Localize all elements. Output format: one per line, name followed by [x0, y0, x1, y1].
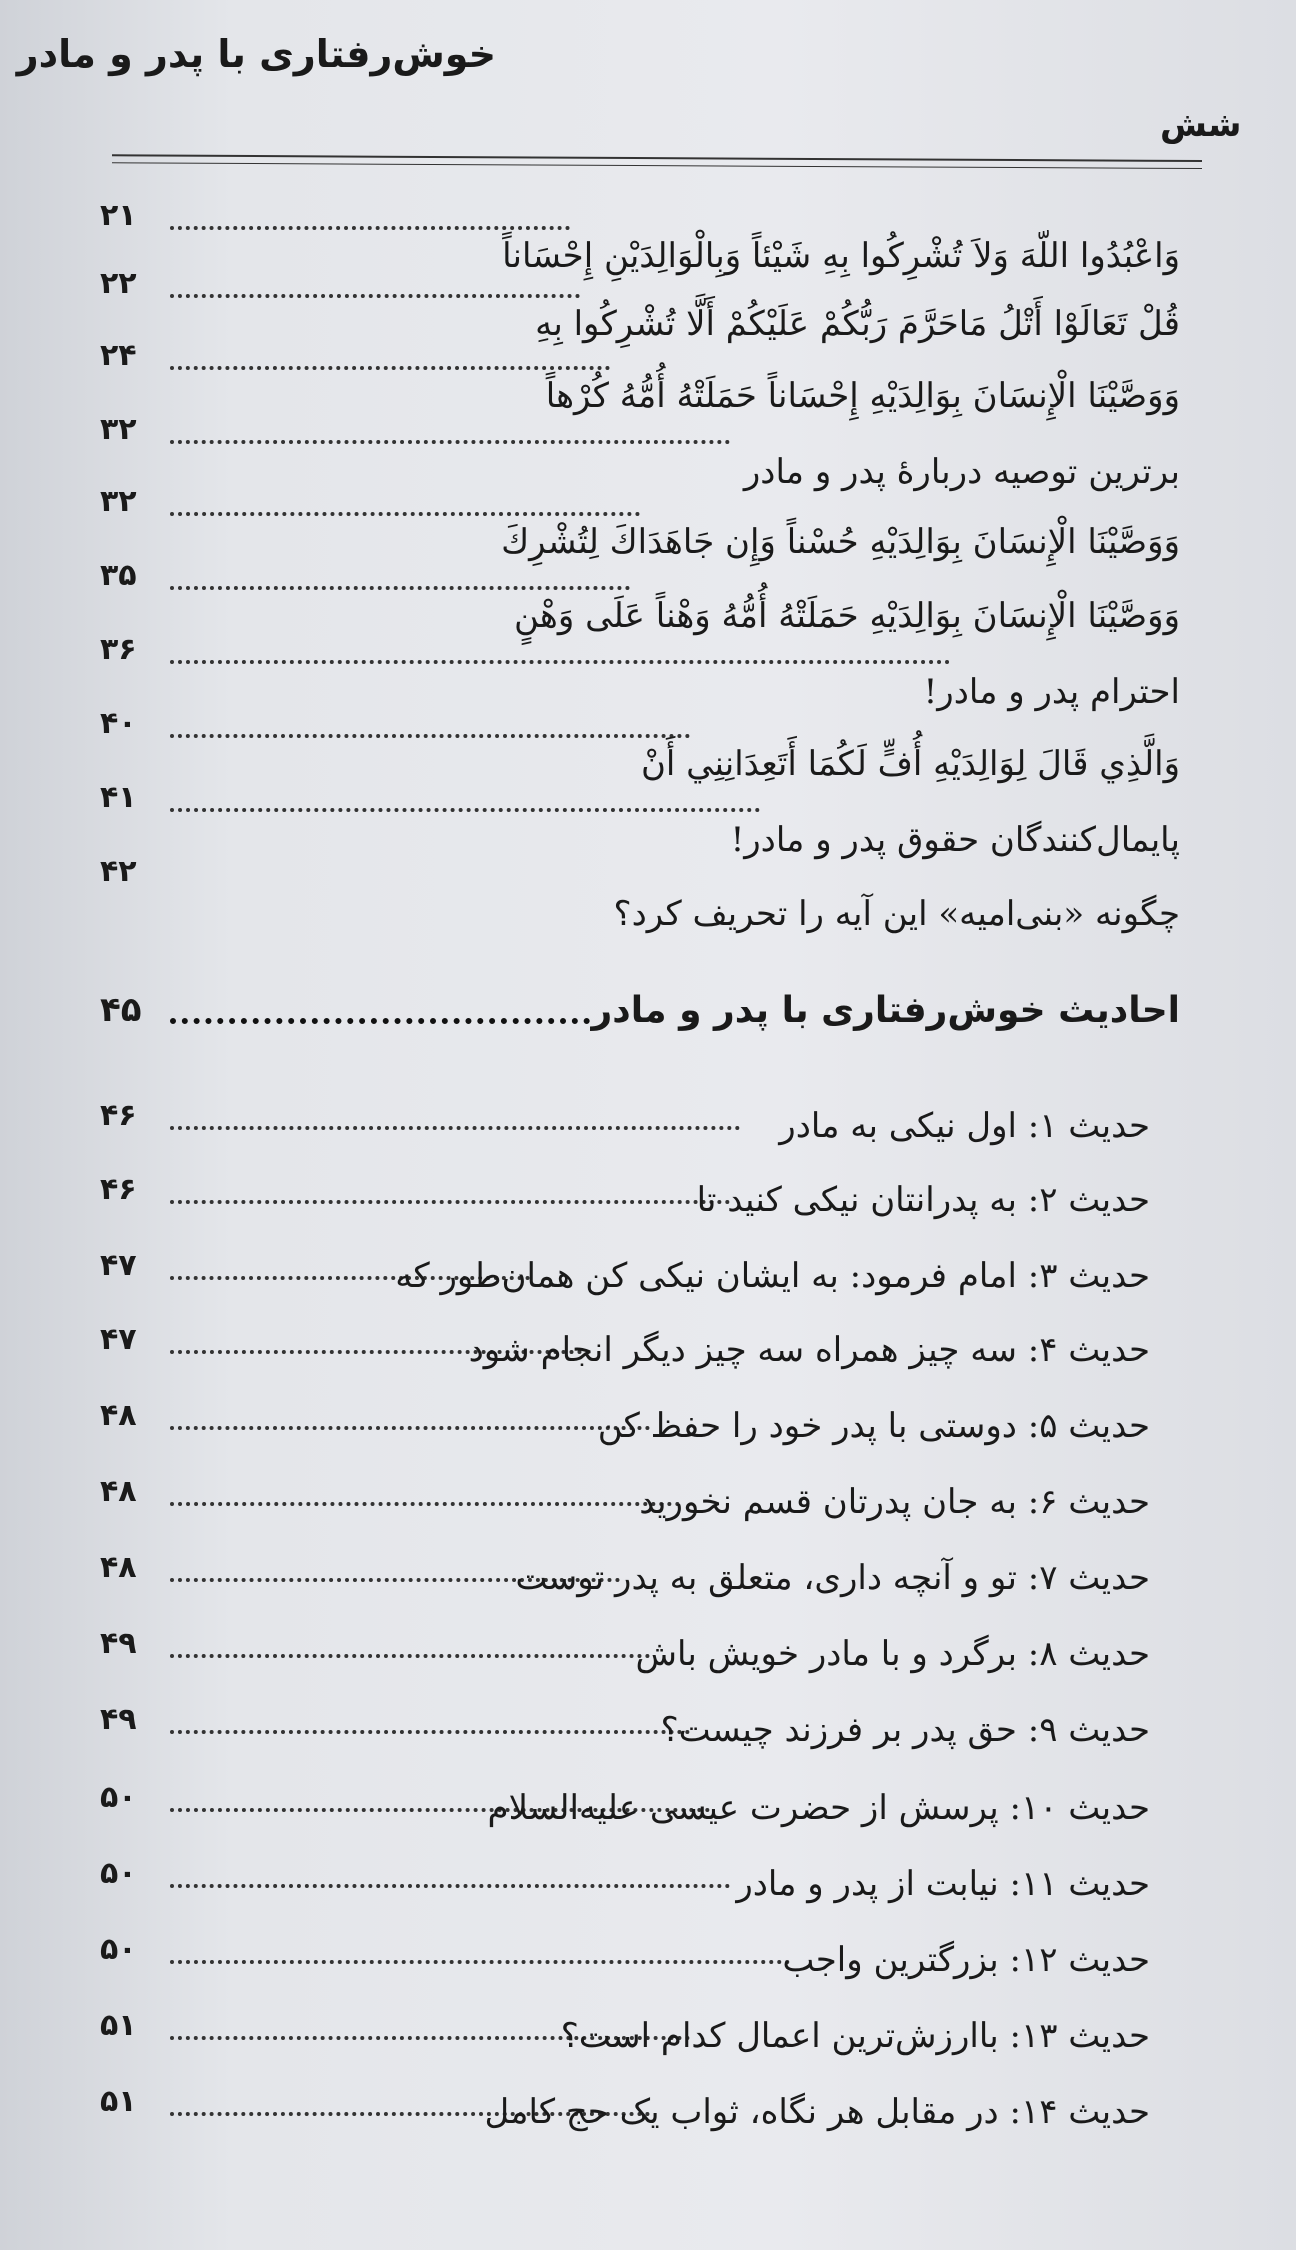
toc-entry-title: حدیث ۱: اول نیکی به مادر [779, 1106, 1150, 1146]
toc-entry-title: حدیث ۱۱: نیابت از پدر و مادر [736, 1864, 1150, 1904]
toc-entry-title: حدیث ۹: حق پدر بر فرزند چیست؟ [660, 1710, 1150, 1750]
toc-entry [100, 2084, 1180, 2144]
toc-page-number: ۵۰ [100, 1932, 137, 1967]
header-rule-thin [112, 162, 1202, 169]
leader-dots [170, 1180, 730, 1204]
toc-entry-title: حدیث ۳: امام فرمود: به ایشان نیکی کن همان‌طور که [395, 1256, 1150, 1296]
toc-page-number: ۴۸ [100, 1398, 137, 1433]
toc-page-number: ۵۰ [100, 1780, 137, 1815]
section-title: احادیث خوش‌رفتاری با پدر و مادر [591, 990, 1180, 1031]
toc-entry-title: حدیث ۴: سه چیز همراه سه چیز دیگر انجام شود [468, 1330, 1150, 1370]
leader-dots [170, 1710, 690, 1734]
toc-entry-title: وَوَصَّيْنَا الْإِنسَانَ بِوَالِدَيْهِ إِحْسَاناً حَمَلَتْهُ أُمُّهُ كُرْهاً [545, 376, 1180, 416]
leader-dots [170, 1482, 680, 1506]
leader-dots [170, 1634, 650, 1658]
toc-page-number: ۴۸ [100, 1474, 137, 1509]
leader-dots [170, 492, 640, 516]
toc-entry [100, 198, 1180, 276]
toc-page-number: ۵۰ [100, 1856, 137, 1891]
toc-entry [100, 1248, 1180, 1308]
leader-dots [170, 206, 570, 230]
toc-entry [100, 780, 1180, 860]
toc-entry [100, 1398, 1180, 1458]
toc-entry [100, 484, 1180, 562]
toc-entry-title: حدیث ۱۲: بزرگترین واجب [782, 1940, 1150, 1980]
toc-entry-title: وَاعْبُدُوا اللّهَ وَلاَ تُشْرِكُوا بِهِ شَيْئاً وَبِالْوَالِدَيْنِ إِحْسَاناً [502, 236, 1180, 276]
toc-page-number: ۴۸ [100, 1550, 137, 1585]
toc-page-number: ۴۲ [100, 854, 137, 889]
toc-entry-title: حدیث ۱۴: در مقابل هر نگاه، ثواب یک حج کامل [484, 2092, 1150, 2132]
leader-dots [170, 1406, 650, 1430]
section-page-number: ۴۵ [100, 990, 142, 1030]
toc-page-number: ۲۲ [100, 266, 137, 301]
toc-page-number: ۳۶ [100, 632, 137, 667]
toc-entry [100, 1098, 1180, 1158]
toc-entry-title: حدیث ۸: برگرد و با مادر خویش باش [635, 1634, 1150, 1674]
toc-page-number: ۴۱ [100, 780, 137, 815]
toc-entry-title: حدیث ۶: به جان پدرتان قسم نخورید [639, 1482, 1150, 1522]
toc-page-number: ۴۹ [100, 1702, 137, 1737]
toc-entry-title: وَالَّذِي قَالَ لِوَالِدَيْهِ أُفٍّ لَكُمَا أَتَعِدَانِنِي أَنْ [640, 744, 1180, 784]
toc-entry-title: وَوَصَّيْنَا الْإِنسَانَ بِوَالِدَيْهِ حُسْناً وَإِن جَاهَدَاكَ لِتُشْرِكَ [501, 522, 1180, 562]
toc-page-number: ۴۰ [100, 706, 137, 741]
leader-dots [170, 274, 580, 298]
leader-dots [170, 566, 630, 590]
toc-entry [100, 1932, 1180, 1992]
leader-dots [170, 1940, 790, 1964]
page-number-label: شش [1160, 105, 1242, 145]
section-heading [100, 990, 1180, 1040]
toc-page-number: ۲۴ [100, 338, 137, 373]
toc-entry [100, 1626, 1180, 1686]
toc-entry-title: حدیث ۱۰: پرسش از حضرت عیسی علیه‌السلام [487, 1788, 1150, 1828]
toc-entry-title: حدیث ۱۳: باارزش‌ترین اعمال کدام است؟ [560, 2016, 1150, 2056]
toc-page-number: ۵۱ [100, 2008, 137, 2043]
leader-dots [170, 1864, 730, 1888]
toc-entry-title: قُلْ تَعَالَوْا أَتْلُ مَاحَرَّمَ رَبُّكُمْ عَلَيْكُمْ أَلَّا تُشْرِكُوا بِهِ [535, 304, 1180, 344]
leader-dots [170, 420, 730, 444]
toc-entry [100, 1172, 1180, 1232]
toc-entry [100, 1856, 1180, 1916]
toc-entry [100, 558, 1180, 636]
toc-page-number: ۳۲ [100, 412, 137, 447]
toc-page-number: ۴۷ [100, 1248, 137, 1283]
toc-entry [100, 1702, 1180, 1762]
toc-entry [100, 2008, 1180, 2068]
toc-page-number: ۲۱ [100, 198, 137, 233]
leader-dots [170, 1010, 590, 1024]
leader-dots [170, 346, 610, 370]
toc-entry-title: چگونه «بنی‌امیه» این آیه را تحریف کرد؟ [613, 894, 1180, 934]
toc-entry-title: احترام پدر و مادر! [923, 672, 1180, 712]
toc-entry-title: حدیث ۷: تو و آنچه داری، متعلق به پدر توست [515, 1558, 1150, 1598]
toc-page-number: ۴۹ [100, 1626, 137, 1661]
toc-entry [100, 632, 1180, 712]
toc-entry [100, 1474, 1180, 1534]
toc-page-number: ۴۶ [100, 1172, 137, 1207]
toc-page-number: ۴۷ [100, 1322, 137, 1357]
leader-dots [170, 714, 690, 738]
toc-page-number: ۴۶ [100, 1098, 137, 1133]
toc-entry-title: حدیث ۵: دوستی با پدر خود را حفظ کن [597, 1406, 1150, 1446]
toc-entry [100, 412, 1180, 492]
running-header-title: خوش‌رفتاری با پدر و مادر [16, 32, 496, 76]
toc-page-number: ۵۱ [100, 2084, 137, 2119]
toc-entry [100, 1322, 1180, 1382]
toc-entry [100, 706, 1180, 784]
toc-page-number: ۳۵ [100, 558, 137, 593]
leader-dots [170, 640, 950, 664]
toc-entry [100, 1780, 1180, 1840]
toc-entry-title: وَوَصَّيْنَا الْإِنسَانَ بِوَالِدَيْهِ حَمَلَتْهُ أُمُّهُ وَهْناً عَلَى وَهْنٍ [514, 596, 1180, 636]
toc-entry-title: پایمال‌کنندگان حقوق پدر و مادر! [730, 820, 1180, 860]
leader-dots [170, 1106, 740, 1130]
toc-entry [100, 1550, 1180, 1610]
toc-entry-title: حدیث ۲: به پدرانتان نیکی کنید تا [696, 1180, 1150, 1220]
toc-page-number: ۳۲ [100, 484, 137, 519]
toc-entry [100, 338, 1180, 416]
toc-entry [100, 266, 1180, 344]
leader-dots [170, 788, 760, 812]
toc-entry [100, 854, 1180, 934]
header-rule [112, 154, 1202, 162]
toc-entry-title: برترین توصیه دربارهٔ پدر و مادر [743, 452, 1180, 492]
